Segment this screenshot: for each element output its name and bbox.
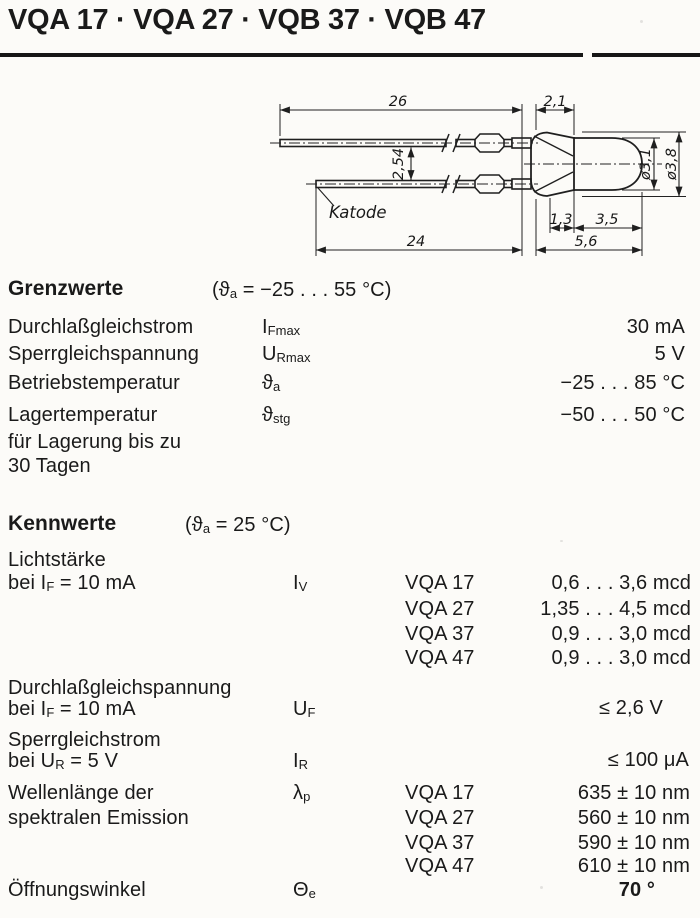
title-rule-right [592, 53, 700, 57]
param-name-lambda: Wellenlänge der [8, 782, 154, 804]
symbol-base: λ [293, 782, 304, 804]
condition-post: = −25 . . . 55 °C) [237, 279, 392, 301]
value-vqa17-iv: 0,6 . . . 3,6 mcd [551, 572, 691, 594]
dim-label-dia-3-1: ø3,1 [638, 148, 654, 180]
param-name-tstg-line2: für Lagerung bis zu [8, 431, 182, 453]
symbol-sub: e [308, 886, 316, 901]
symbol-sub: Rmax [276, 350, 311, 365]
dim-label-1-3: 1,3 [549, 212, 573, 228]
title-rule-left [0, 53, 583, 57]
type-vqa17: VQA 17 [405, 572, 475, 594]
value-uf: ≤ 2,6 V [599, 697, 663, 719]
param-name-lambda-line2: spektralen Emission [8, 807, 189, 829]
param-name-if: Durchlaßgleichstrom [8, 316, 194, 338]
scan-speck [560, 540, 563, 542]
symbol-sub: p [303, 789, 311, 804]
led-dimension-drawing [230, 80, 700, 270]
param-name-ir: Sperrgleichstrom [8, 729, 161, 751]
condition-sub: a [229, 286, 238, 301]
cond-post: = 10 mA [54, 698, 136, 720]
symbol-base: U [293, 698, 308, 720]
scan-speck [640, 20, 643, 23]
symbol-base: I [262, 316, 268, 338]
kennwerte-condition [185, 514, 291, 536]
symbol-base: I [293, 750, 299, 772]
value-vqa17-nm: 635 ± 10 nm [577, 782, 690, 804]
param-cond-uf [8, 698, 136, 720]
type-vqa37: VQA 37 [405, 832, 475, 854]
param-cond-ir [8, 750, 118, 772]
symbol-theta [293, 879, 316, 901]
scan-speck [660, 700, 662, 703]
type-vqa47: VQA 47 [405, 855, 475, 877]
param-name-iv: Lichtstärke [8, 549, 106, 571]
value-tstg: −50 . . . 50 °C [560, 404, 685, 426]
condition-post: = 25 °C) [210, 514, 291, 536]
param-name-tstg-line3: 30 Tagen [8, 455, 91, 477]
symbol-ifmax [262, 316, 300, 338]
value-urmax: 5 V [654, 343, 685, 365]
dim-label-24: 24 [406, 234, 426, 250]
symbol-sub: stg [273, 411, 291, 426]
scan-speck [540, 886, 543, 889]
dim-label-2-1: 2,1 [543, 94, 567, 110]
symbol-tstg [262, 404, 290, 426]
grenzwerte-condition [212, 279, 391, 301]
symbol-sub: V [298, 579, 308, 594]
symbol-base: I [293, 572, 299, 594]
dim-label-3-5: 3,5 [595, 212, 619, 228]
value-angle: 70 ° [618, 879, 655, 901]
kennwerte-heading: Kennwerte [8, 512, 117, 535]
symbol-base: ϑ [262, 404, 274, 426]
page-title: VQA 17 · VQA 27 · VQB 37 · VQB 47 [8, 4, 486, 36]
value-vqa27-nm: 560 ± 10 nm [577, 807, 690, 829]
cond-pre: bei I [8, 698, 47, 720]
param-name-angle: Öffnungswinkel [8, 879, 146, 901]
cond-pre: bei I [8, 572, 47, 594]
symbol-base: U [262, 343, 277, 365]
param-name-tstg: Lagertemperatur [8, 404, 158, 426]
type-vqa37: VQA 37 [405, 623, 475, 645]
dim-label-5-6: 5,6 [574, 234, 598, 250]
symbol-sub: R [298, 757, 309, 772]
symbol-base: ϑ [262, 372, 274, 394]
dim-label-dia-3-8: ø3,8 [664, 148, 680, 180]
cathode-label: Katode [329, 203, 387, 222]
symbol-sub: Fmax [267, 323, 301, 338]
value-vqa47-iv: 0,9 . . . 3,0 mcd [551, 647, 691, 669]
type-vqa47: VQA 47 [405, 647, 475, 669]
value-ir: ≤ 100 μA [607, 749, 689, 771]
param-cond-iv [8, 572, 136, 594]
symbol-sub: F [307, 705, 316, 720]
value-vqa27-iv: 1,35 . . . 4,5 mcd [540, 598, 691, 620]
dim-label-26: 26 [388, 94, 408, 110]
value-ifmax: 30 mA [626, 316, 685, 338]
param-name-ta: Betriebstemperatur [8, 372, 180, 394]
condition-pre: (ϑ [212, 279, 230, 301]
value-vqa47-nm: 610 ± 10 nm [577, 855, 690, 877]
type-vqa27: VQA 27 [405, 807, 475, 829]
condition-pre: (ϑ [185, 514, 203, 536]
cond-sub: F [46, 705, 55, 720]
symbol-uf [293, 698, 316, 720]
param-name-ur: Sperrgleichspannung [8, 343, 199, 365]
symbol-base: Θ [293, 879, 309, 901]
type-vqa27: VQA 27 [405, 598, 475, 620]
cond-sub: F [46, 579, 55, 594]
grenzwerte-heading: Grenzwerte [8, 277, 124, 300]
type-vqa17: VQA 17 [405, 782, 475, 804]
cond-post: = 5 V [64, 750, 119, 772]
symbol-ta [262, 372, 280, 394]
symbol-iv [293, 572, 307, 594]
param-name-uf: Durchlaßgleichspannung [8, 677, 232, 699]
value-vqa37-nm: 590 ± 10 nm [577, 832, 690, 854]
condition-sub: a [202, 521, 211, 536]
cond-post: = 10 mA [54, 572, 136, 594]
value-ta: −25 . . . 85 °C [560, 372, 685, 394]
value-vqa37-iv: 0,9 . . . 3,0 mcd [551, 623, 691, 645]
dim-label-2-54: 2,54 [391, 147, 407, 181]
symbol-lambda [293, 782, 310, 804]
symbol-sub: a [273, 379, 281, 394]
cond-sub: R [55, 757, 65, 772]
symbol-urmax [262, 343, 311, 365]
symbol-ir [293, 750, 308, 772]
cond-pre: bei U [8, 750, 56, 772]
